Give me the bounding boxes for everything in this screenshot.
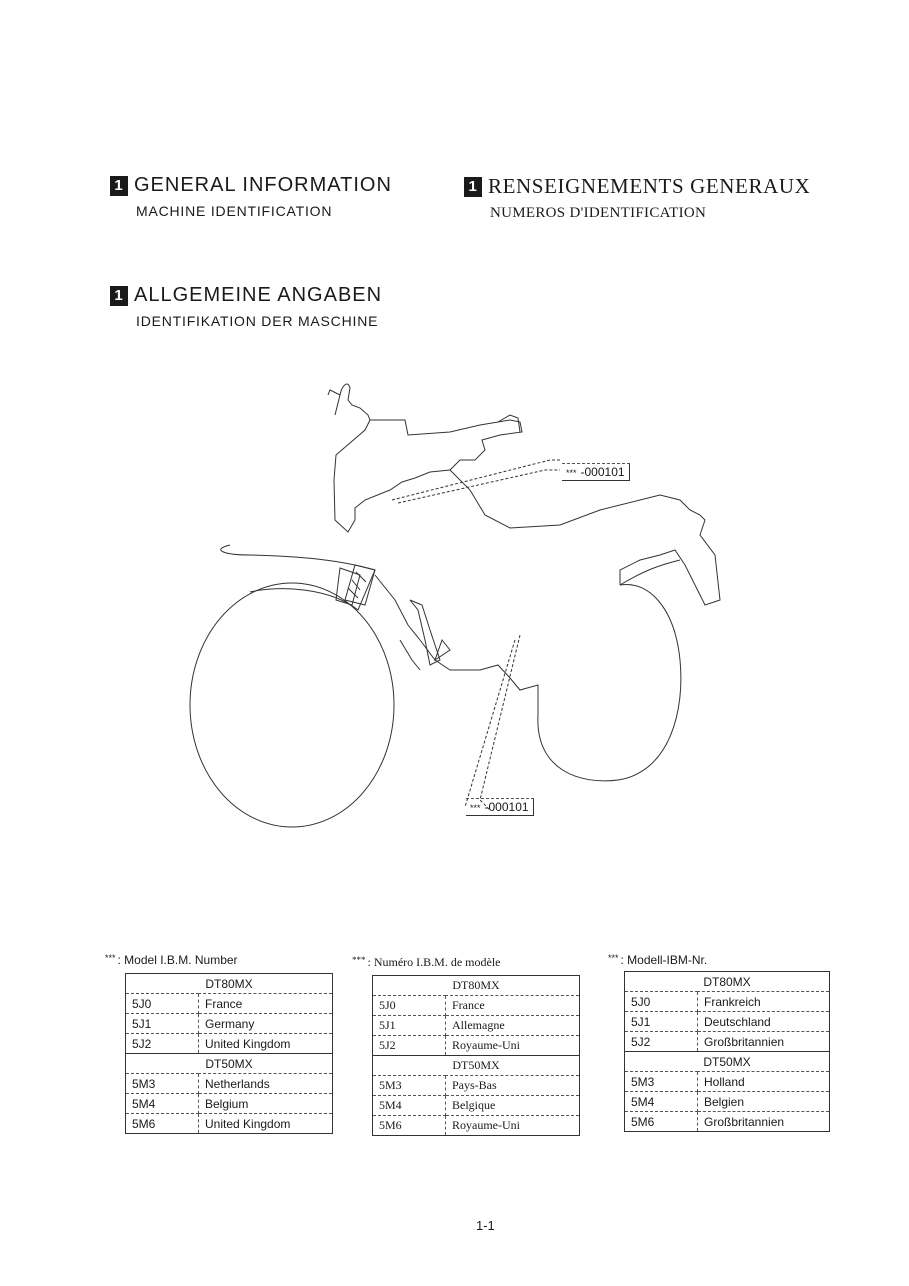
model-name: DT80MX [373,976,580,996]
ibm-code: 5M6 [373,1116,446,1136]
table-row [373,1096,580,1116]
frame-number-callout [562,463,630,481]
country: Belgique [446,1096,580,1116]
heading-fr [464,174,810,222]
legend-text: : Model I.B.M. Number [117,953,238,967]
rear-wheel [538,584,681,780]
ibm-code: 5J2 [126,1034,199,1054]
section-number-badge: 1 [110,286,128,306]
country: Belgium [199,1094,333,1114]
model-row [625,972,830,992]
ibm-code: 5M4 [625,1092,698,1112]
country: Frankreich [698,992,830,1012]
model-row [373,976,580,996]
front-wheel [190,583,394,827]
country: Pays-Bas [446,1076,580,1096]
ibm-code: 5J0 [625,992,698,1012]
ibm-code: 5M3 [625,1072,698,1092]
heading-de [110,284,382,329]
ibm-code: 5J0 [126,994,199,1014]
callout-leader-2 [465,635,520,810]
ibm-code: 5M3 [373,1076,446,1096]
table-row [126,1094,333,1114]
legend-prefix: *** [105,953,116,963]
table-row [625,1112,830,1132]
ibm-code: 5M4 [373,1096,446,1116]
country: United Kingdom [199,1034,333,1054]
headlight-plate [334,420,522,532]
ibm-table-en [125,973,333,1134]
section-subtitle: NUMEROS D'IDENTIFICATION [490,205,707,221]
legend-de [608,953,707,967]
section-title-text: RENSEIGNEMENTS GENERAUX [488,174,811,198]
section-title [110,174,392,197]
ibm-code: 5J1 [373,1016,446,1036]
model-name: DT50MX [373,1056,580,1076]
section-subtitle: IDENTIFIKATION DER MASCHINE [136,313,379,329]
table-row [373,1036,580,1056]
section-title-text: ALLGEMEINE ANGABEN [134,284,383,306]
ibm-code: 5J1 [126,1014,199,1034]
motorcycle-outline-illustration [180,360,740,840]
model-row [126,1054,333,1074]
section-number-badge: 1 [110,176,128,196]
model-row [625,1052,830,1072]
legend-fr [352,955,500,970]
table-row [625,1092,830,1112]
table-row [625,1012,830,1032]
heading-en [110,174,392,219]
table-row [126,1074,333,1094]
callout-prefix: *** [566,468,577,478]
table-row [126,994,333,1014]
callout-value: -000101 [580,465,625,479]
country: Belgien [698,1092,830,1112]
model-row [373,1056,580,1076]
page-number: 1-1 [476,1218,495,1233]
model-name: DT80MX [126,974,333,994]
ibm-code: 5J2 [373,1036,446,1056]
table-row [126,1014,333,1034]
country: Deutschland [698,1012,830,1032]
table-row [373,1016,580,1036]
legend-prefix: *** [352,955,366,965]
country: Royaume-Uni [446,1116,580,1136]
engine-number-callout [466,798,534,816]
ibm-table-fr [372,975,580,1136]
country: Holland [698,1072,830,1092]
country: France [446,996,580,1016]
ibm-code: 5M6 [625,1112,698,1132]
section-subtitle: MACHINE IDENTIFICATION [136,203,333,219]
country: United Kingdom [199,1114,333,1134]
model-name: DT50MX [126,1054,333,1074]
callout-value: -000101 [484,800,529,814]
ibm-code: 5J2 [625,1032,698,1052]
table-row [625,1032,830,1052]
ibm-code: 5J1 [625,1012,698,1032]
table-row [373,1116,580,1136]
legend-text: : Modell-IBM-Nr. [620,953,708,967]
model-name: DT80MX [625,972,830,992]
table-row [625,1072,830,1092]
table-row [625,992,830,1012]
country: Germany [199,1014,333,1034]
ibm-code: 5M3 [126,1074,199,1094]
mirror [328,384,370,420]
section-title [464,174,810,199]
section-number-badge: 1 [464,177,482,197]
tank-seat [450,470,720,605]
ibm-table-de [624,971,830,1132]
table-row [126,1114,333,1134]
callout-leader-1 [392,460,560,503]
table-row [373,1076,580,1096]
section-title-text: GENERAL INFORMATION [134,174,392,196]
table-row [373,996,580,1016]
table-row [126,1034,333,1054]
legend-prefix: *** [608,953,619,963]
country: Großbritannien [698,1032,830,1052]
model-row [126,974,333,994]
country: France [199,994,333,1014]
legend-en [105,953,238,967]
legend-text: : Numéro I.B.M. de modèle [367,955,501,969]
country: Royaume-Uni [446,1036,580,1056]
country: Netherlands [199,1074,333,1094]
callout-prefix: *** [470,803,481,813]
country: Großbritannien [698,1112,830,1132]
section-title [110,284,382,307]
ibm-code: 5M4 [126,1094,199,1114]
ibm-code: 5M6 [126,1114,199,1134]
country: Allemagne [446,1016,580,1036]
model-name: DT50MX [625,1052,830,1072]
ibm-code: 5J0 [373,996,446,1016]
